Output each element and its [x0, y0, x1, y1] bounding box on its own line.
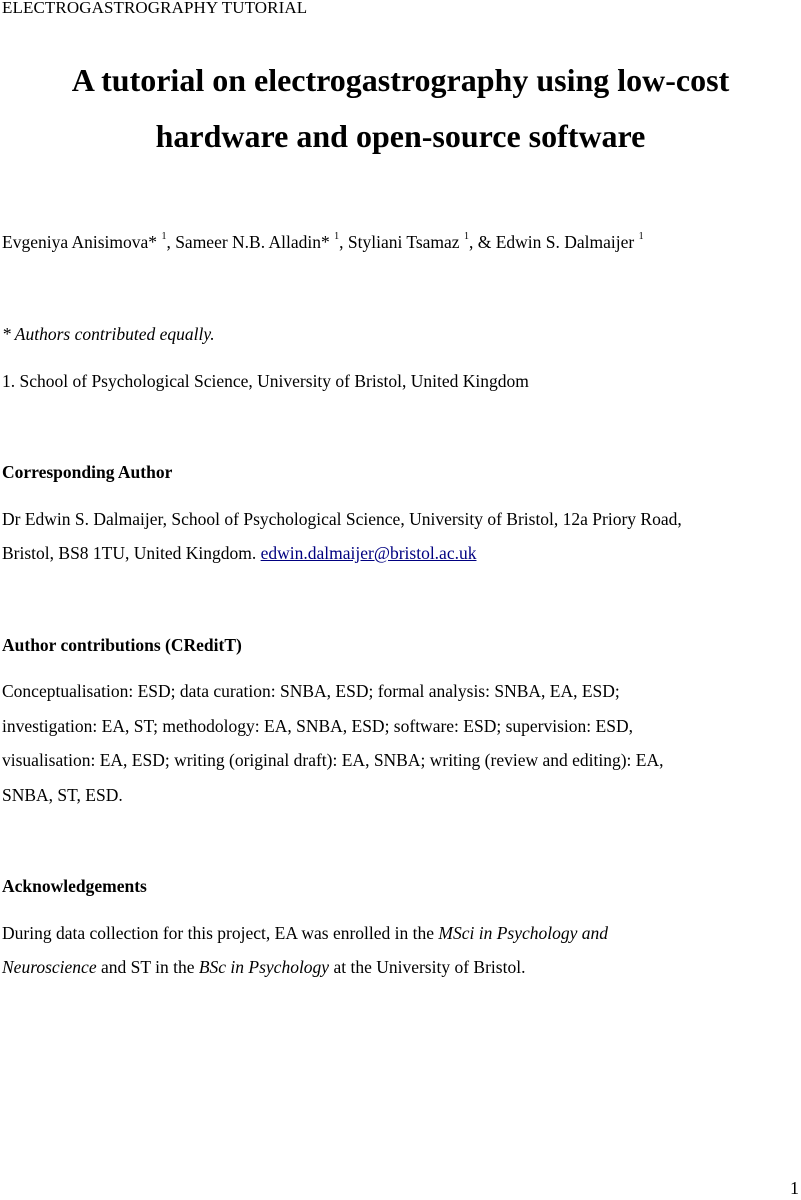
author-name: Evgeniya Anisimova*	[2, 232, 158, 252]
author-affiliation-marker: 1	[638, 231, 644, 243]
degree-name: MSci in Psychology and	[438, 923, 609, 943]
contributions-line: SNBA, ST, ESD.	[2, 785, 123, 805]
acknowledgements-line-1	[2, 923, 608, 944]
author-affiliation-marker: 1	[463, 231, 469, 243]
paper-title-line-2: hardware and open-source software	[155, 118, 646, 154]
acknowledgements-line-2	[2, 957, 525, 978]
email-link[interactable]: edwin.dalmaijer@bristol.ac.uk	[260, 543, 477, 563]
acknowledgements-text: at the University of Bristol.	[329, 957, 526, 977]
corresponding-author-heading: Corresponding Author	[2, 462, 173, 482]
author-affiliation-marker: 1	[334, 231, 340, 243]
equal-contribution-note: * Authors contributed equally.	[2, 324, 215, 344]
acknowledgements-text: During data collection for this project, EA was enrolled in the	[2, 923, 439, 943]
author-list	[2, 232, 644, 253]
author-separator: , &	[468, 232, 496, 252]
degree-name: BSc in Psychology	[198, 957, 330, 977]
author-name: Edwin S. Dalmaijer	[495, 232, 635, 252]
author-name: Sameer N.B. Alladin*	[175, 232, 330, 252]
page-number: 1	[790, 1178, 799, 1198]
acknowledgements-text: and ST in the	[96, 957, 199, 977]
corresponding-author-address-line-1: Dr Edwin S. Dalmaijer, School of Psychological Science, University of Bristol, 12a Priory Road,	[2, 509, 682, 529]
contributions-heading: Author contributions (CReditT)	[2, 635, 242, 655]
acknowledgements-heading: Acknowledgements	[2, 876, 147, 896]
paper-title-line-1: A tutorial on electrogastrography using low-cost	[71, 62, 730, 98]
degree-name: Neuroscience	[2, 957, 97, 977]
corresponding-author-address: Bristol, BS8 1TU, United Kingdom.	[2, 543, 257, 563]
contributions-line: visualisation: EA, ESD; writing (original draft): EA, SNBA; writing (review and editing): EA,	[2, 750, 664, 770]
author-affiliation-marker: 1	[161, 231, 167, 243]
corresponding-author-address-line-2	[2, 543, 476, 564]
author-separator: ,	[166, 232, 176, 252]
author-name: Styliani Tsamaz	[347, 232, 460, 252]
author-separator: ,	[339, 232, 348, 252]
contributions-line: Conceptualisation: ESD; data curation: SNBA, ESD; formal analysis: SNBA, EA, ESD;	[2, 681, 620, 701]
affiliation: 1. School of Psychological Science, University of Bristol, United Kingdom	[2, 371, 529, 391]
running-head: ELECTROGASTROGRAPHY TUTORIAL	[2, 0, 308, 17]
contributions-line: investigation: EA, ST; methodology: EA, SNBA, ESD; software: ESD; supervision: ESD,	[2, 716, 633, 736]
